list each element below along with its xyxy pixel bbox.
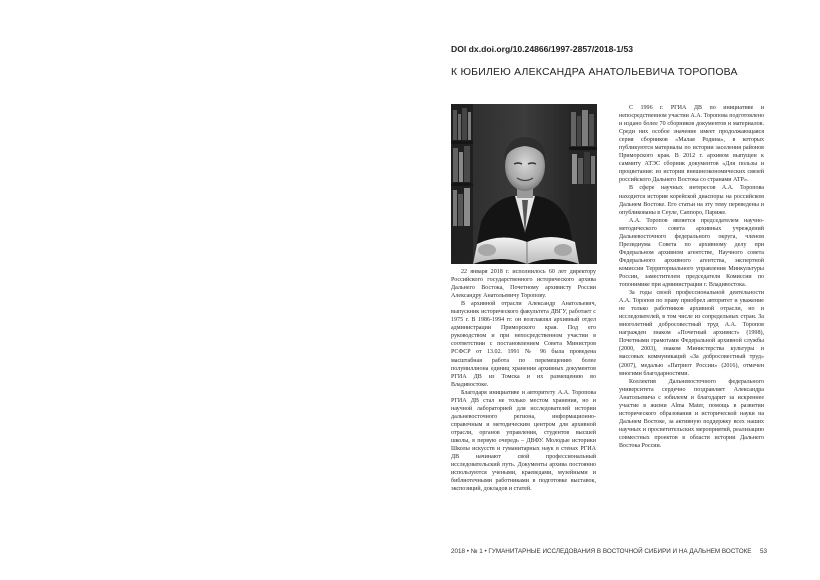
- paragraph: Коллектив Дальневосточного федерального университета сердечно поздравляет Александра Анатольевича с юбилеем и благодарит за искреннее участие в жизни Alma Mater, помощь в развитии исторического образования и исторической науки на Дальнем Востоке, за активную поддержку всех наших научных и просветительских мероприятий, реализацию совместных проектов в области истории Дальнего Востока России.: [619, 378, 764, 449]
- paragraph: А.А. Торопов является председателем научно-методического совета архивных учреждений Дальневосточного федерального округа, членом Президиума Совета по архивному делу при Федеральном архивном агентстве, Научного совета Федерального архивного агентства, экспертной комиссии Территориального управления Минкультуры России, заместителем председателя Комиссии по топонимике при администрации г. Владивостока.: [619, 217, 764, 289]
- paragraph: Благодаря инициативе и авторитету А.А. Торопова РГИА ДВ стал не только местом хранения, но и научной лабораторией для исследователей истории дальневосточного региона, информационно-справочным и методическим центром для архивной отрасли, органов управления, студентов высшей школы, в первую очередь – ДВФУ. Молодые историки Школы искусств и гуманитарных наук в стенах РГИА ДВ начинают свой профессиональный исследовательский путь. Документы архива постоянно используются учеными, краеведами, музейными и библиотечными работниками в подготовке выставок, экспозиций, докладов и статей.: [451, 389, 596, 493]
- article-title: К ЮБИЛЕЮ АЛЕКСАНДРА АНАТОЛЬЕВИЧА ТОРОПОВА: [451, 67, 738, 78]
- journal-running-title: 2018 • № 1 • ГУМАНИТАРНЫЕ ИССЛЕДОВАНИЯ В ВОСТОЧНОЙ СИБИРИ И НА ДАЛЬНЕМ ВОСТОКЕ: [451, 548, 752, 555]
- right-text-column: [619, 104, 764, 450]
- doi-line: DOI dx.doi.org/10.24866/1997-2857/2018-1/53: [451, 44, 634, 54]
- paragraph: В сфере научных интересов А.А. Торопова находится история корейской диаспоры на российском Дальнем Востоке. Его статьи на эту тему переведены и опубликованы в Сеуле, Саппоро, Париже.: [619, 185, 764, 216]
- paragraph: В архивной отрасли Александр Анатольевич, выпускник исторического факультета ДВГУ, работает с 1975 г. В 1986-1994 гг. он возглавлял архивный отдел администрации Приморского края. Под его руководством и при непосредственном участии в соответствии с постановлением Совета Министров РСФСР от 13.02. 1991 № 96 была проведена масштабная работа по перемещению более полумиллиона единиц хранения архивных документов РГИА ДВ из Томска и их размещению во Владивостоке.: [451, 301, 596, 388]
- paragraph: За годы своей профессиональной деятельности А.А. Торопов по праву приобрел авторитет и уважение не только работников архивной отрасли, но и исследователей, в том числе из сопредельных стран. За многолетний добросовестный труд А.А. Торопов награжден знаком «Почетный архивист» (1998), Почетными грамотами Федеральной архивной службы (2000, 2003), знаком Министерства культуры и массовых коммуникаций «За добросовестный труд» (2007), медалью «Патриот России» (2016), отмечен многими благодарностями.: [619, 290, 764, 377]
- portrait-image: [451, 104, 597, 264]
- portrait-photo: [451, 104, 597, 264]
- paragraph: 22 января 2018 г. исполнилось 60 лет директору Российского государственного исторического архива Дальнего Востока, Почетному архивисту России Александру Анатольевичу Торопову.: [451, 269, 596, 300]
- paragraph: С 1996 г. РГИА ДВ по инициативе и непосредственном участии А.А. Торопова подготовлено и издано более 70 сборников документов и материалов. Среди них особое значение имеет продолжающаяся серия сборников «Малая Родина», в которых публикуются материалы по истории заселения районов Приморского края. В 2012 г. архивом выпущен к саммиту АТЭС сборник документов «Для пользы и процветания: из истории внешнеэкономических связей российского Дальнего Востока со странами АТР».: [619, 105, 764, 184]
- page-footer: [451, 548, 767, 555]
- left-text-column: [451, 268, 596, 493]
- page-number: 53: [759, 548, 767, 555]
